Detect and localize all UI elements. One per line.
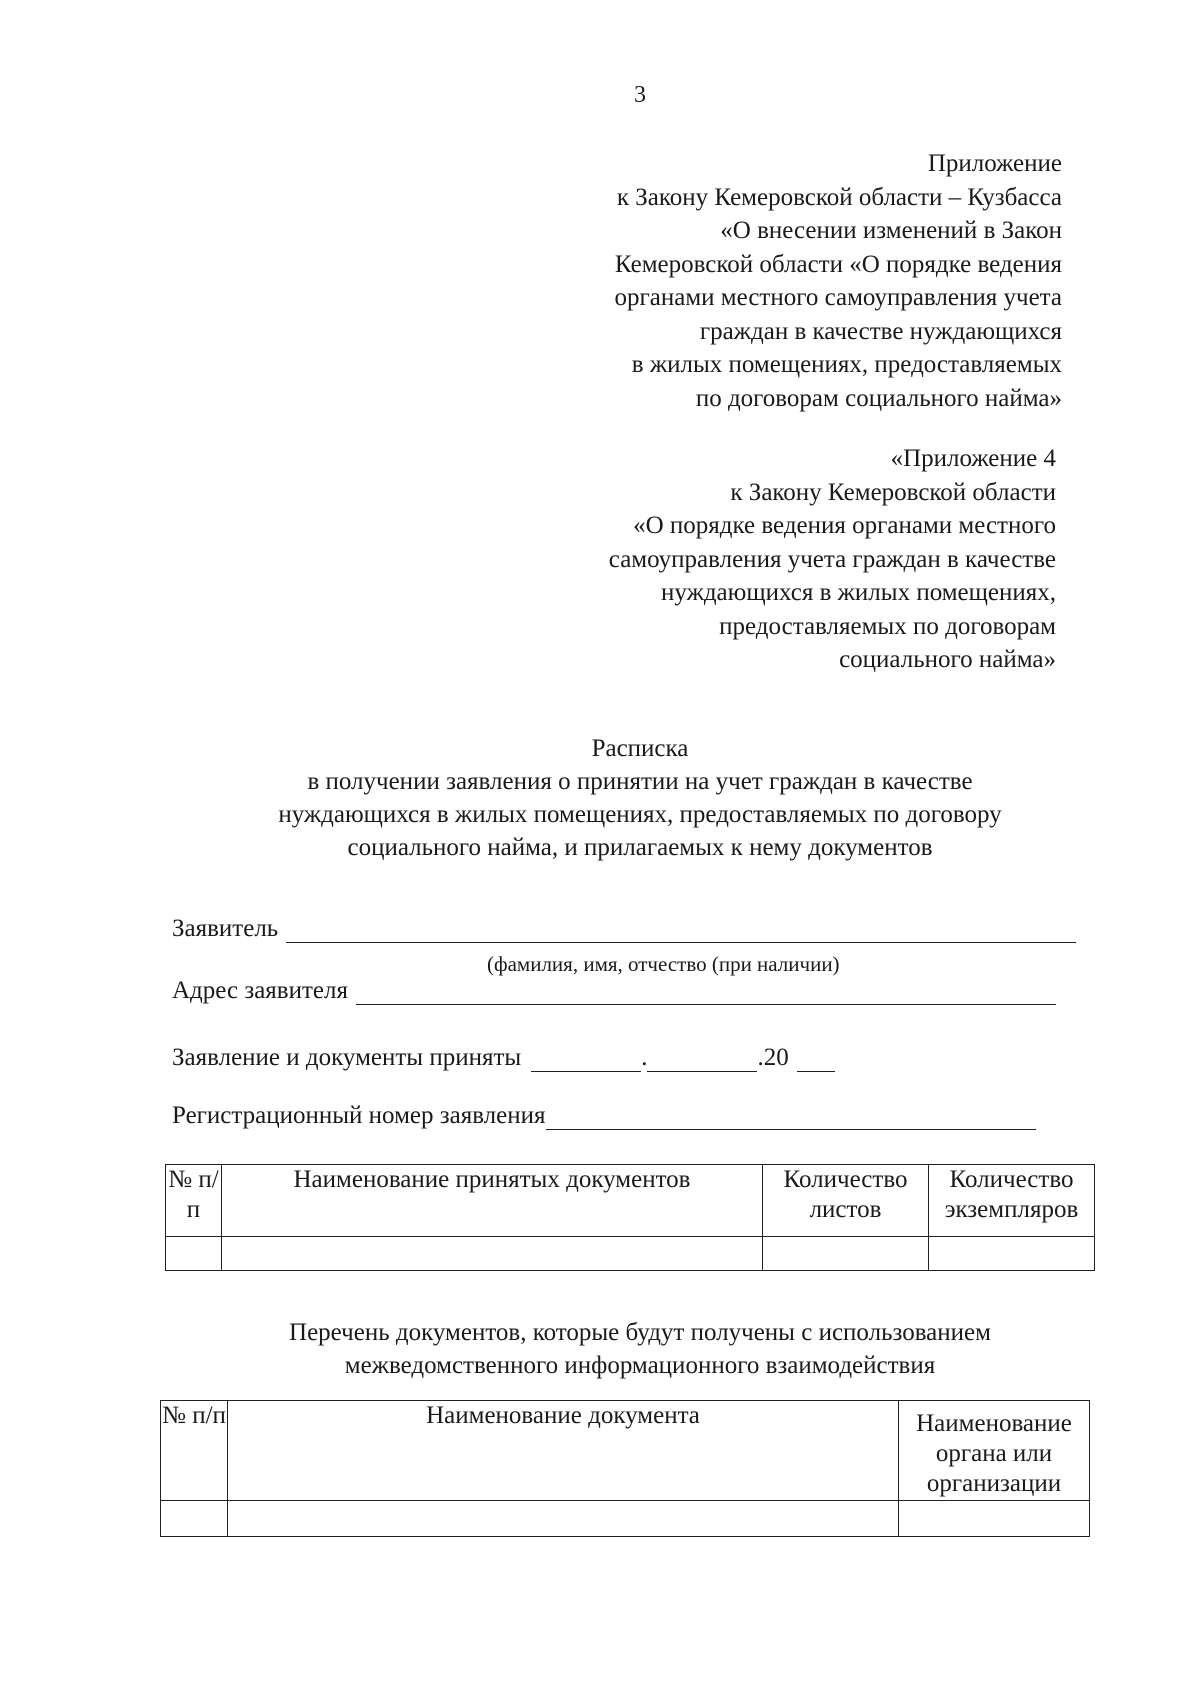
appendix-line: к Закону Кемеровской области xyxy=(730,478,1056,506)
appendix-line: нуждающихся в жилых помещениях, xyxy=(661,579,1056,606)
cell-num[interactable] xyxy=(166,1237,222,1271)
accepted-month-field[interactable] xyxy=(647,1045,757,1072)
accepted-date-row xyxy=(172,1044,835,1072)
interagency-documents-table xyxy=(160,1400,1090,1537)
appendix-line: органами местного самоуправления учета xyxy=(614,284,1062,311)
reg-number-row xyxy=(172,1102,1036,1130)
appendix-line: по договорам социального найма» xyxy=(695,384,1062,412)
appendix-line: «Приложение 4 xyxy=(890,445,1056,472)
appendix-header xyxy=(502,147,1062,415)
appendix-line: граждан в качестве нуждающихся xyxy=(699,317,1062,345)
appendix-line: к Закону Кемеровской области – Кузбасса xyxy=(616,183,1062,211)
table-row xyxy=(161,1501,1090,1537)
receipt-title: Расписка xyxy=(591,735,689,762)
accepted-day-field[interactable] xyxy=(531,1045,641,1072)
appendix-line: Кемеровской области «О порядке ведения xyxy=(614,250,1062,278)
address-row xyxy=(172,977,1056,1005)
applicant-field[interactable] xyxy=(286,916,1076,943)
address-label: Адрес заявителя xyxy=(172,977,348,1004)
date-year-prefix: .20 xyxy=(757,1044,789,1071)
receipt-title-block xyxy=(230,732,1050,864)
receipt-subtitle-line: нуждающихся в жилых помещениях, предоставляемых по договору xyxy=(278,801,1002,828)
applicant-label: Заявитель xyxy=(172,915,279,942)
appendix-line: «О порядке ведения органами местного xyxy=(633,512,1056,539)
accepted-documents-table xyxy=(165,1164,1095,1271)
receipt-subtitle-line: в получении заявления о принятии на учет граждан в качестве xyxy=(307,768,973,795)
header-doc-name: Наименование документа xyxy=(228,1401,899,1501)
interagency-title-line: межведомственного информационного взаимодействия xyxy=(344,1352,936,1379)
header-num: № п/п xyxy=(166,1165,222,1237)
appendix-line: социального найма» xyxy=(839,646,1056,673)
reg-number-field[interactable] xyxy=(546,1103,1036,1130)
interagency-title xyxy=(200,1316,1080,1382)
cell-doc-name[interactable] xyxy=(228,1501,899,1537)
appendix-line: самоуправления учета граждан в качестве xyxy=(608,545,1056,573)
header-doc-name: Наименование принятых документов xyxy=(222,1165,763,1237)
appendix-line: «О внесении изменений в Закон xyxy=(720,217,1062,244)
cell-copies[interactable] xyxy=(929,1237,1095,1271)
table-row xyxy=(166,1237,1095,1271)
appendix-line: предоставляемых по договорам xyxy=(719,612,1056,640)
applicant-caption: (фамилия, имя, отчество (при наличии) xyxy=(487,952,840,976)
cell-doc-name[interactable] xyxy=(222,1237,763,1271)
applicant-row xyxy=(172,915,1076,943)
interagency-title-line: Перечень документов, которые будут получены с использованием xyxy=(289,1319,991,1346)
appendix-line: в жилых помещениях, предоставляемых xyxy=(631,351,1062,378)
header-organization: Наименование органа или организации xyxy=(899,1401,1090,1501)
appendix-line: Приложение xyxy=(927,150,1062,177)
accepted-year-field[interactable] xyxy=(797,1045,835,1072)
quoted-appendix-header xyxy=(496,442,1056,677)
header-copies: Количество экземпляров xyxy=(929,1165,1095,1237)
cell-organization[interactable] xyxy=(899,1501,1090,1537)
table-header-row xyxy=(166,1165,1095,1237)
table-header-row xyxy=(161,1401,1090,1501)
header-sheets: Количество листов xyxy=(763,1165,929,1237)
accepted-label: Заявление и документы приняты xyxy=(172,1044,522,1071)
cell-num[interactable] xyxy=(161,1501,228,1537)
address-field[interactable] xyxy=(356,978,1056,1005)
receipt-subtitle-line: социального найма, и прилагаемых к нему документов xyxy=(347,834,933,861)
reg-number-label: Регистрационный номер заявления xyxy=(172,1102,546,1129)
cell-sheets[interactable] xyxy=(763,1237,929,1271)
header-num: № п/п xyxy=(161,1401,228,1501)
page-number: 3 xyxy=(634,82,646,108)
date-separator: . xyxy=(641,1044,648,1071)
